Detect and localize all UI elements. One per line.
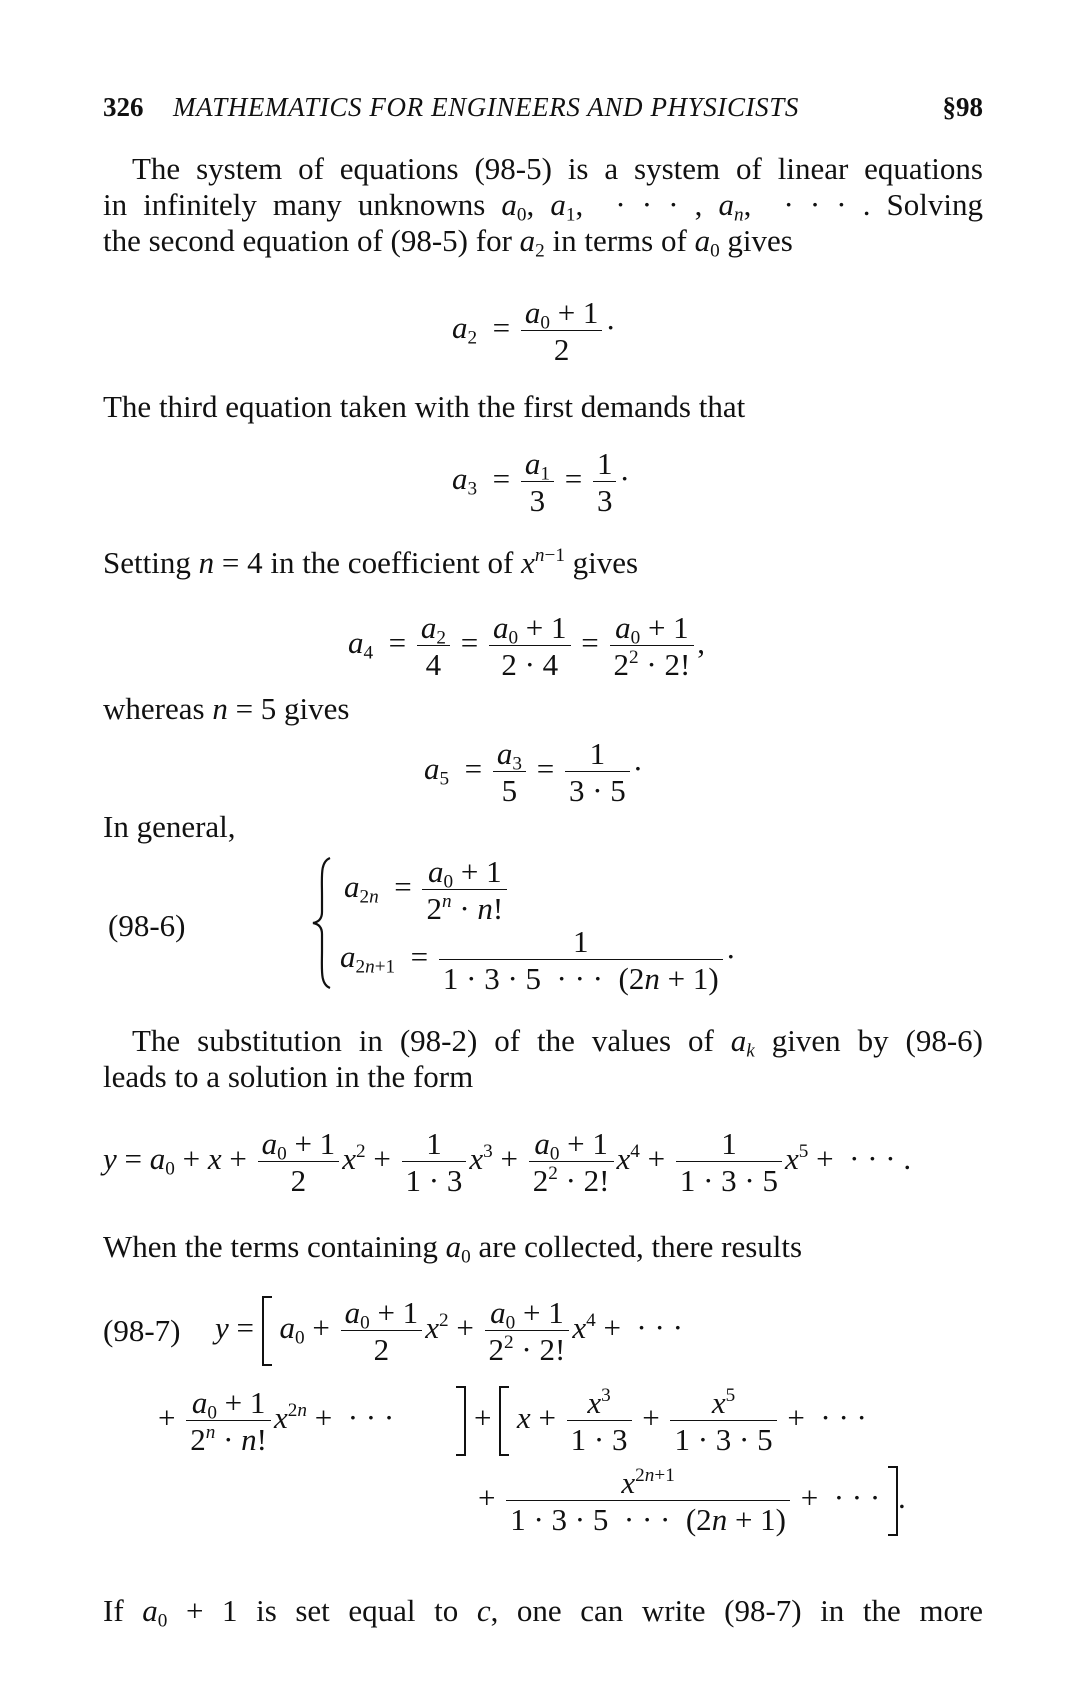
equation-label-98-7: (98-7) [103, 1313, 181, 1348]
paragraph-2: The third equation taken with the first demands that [103, 389, 746, 424]
paragraph-1-line-3: the second equation of (98-5) for $a_2$ in terms of $a_0$ gives [103, 223, 793, 262]
paragraph-1-line-2: in infinitely many unknowns $a_0$, $a_1$, · · · , $a_n$, · · · . Solving [103, 187, 983, 226]
equation-a2: $a_2$ = $\frac{a_0 + 1}{2}$ · [452, 295, 616, 367]
paragraph-6-line-2: leads to a solution in the form [103, 1059, 474, 1094]
equation-a3: $a_3$ = $\frac{a_1}{3}$ = $\frac{1}{3}$ · [452, 446, 630, 518]
equation-a5: $a_5$ = $\frac{a_3}{5}$ = $\frac{1}{3 \cdot 5}$ · [424, 736, 644, 808]
equation-98-7-line-2: + $\frac{a_0 + 1}{2^n \cdot n!}$ $x^{2n}$ + · · · + x + $\frac{x^3}{1 \cdot 3}$ + $\frac{x^5}{1 \cdot 3 \cdot 5}$ + · · · [158, 1385, 867, 1457]
paragraph-7: When the terms containing $a_0$ are collected, there results [103, 1229, 803, 1268]
page-number: 326 [103, 92, 144, 122]
equation-series-solution: $y = a_0 + x$ + $\frac{a_0 + 1}{2}$ $x^2$ + $\frac{1}{1 \cdot 3}$ $x^3$ + $\frac{a_0 + 1}{2^2 \cdot 2!}$ $x^4$ + $\frac{1}{1 \cdot 3 \cdot 5}$ $x^5$ + · · · . [103, 1126, 912, 1198]
paragraph-3: Setting n = 4 in the coefficient of $x^{n-1}$ gives [103, 545, 639, 580]
paragraph-8: If $a_0 + 1$ is set equal to c, one can write (98-7) in the more [103, 1593, 984, 1632]
section-number: §98 [942, 92, 983, 122]
paragraph-6-line-1: The substitution in (98-2) of the values of $a_k$ given by (98-6) [132, 1023, 984, 1062]
equation-a4: $a_4$ = $\frac{a_2}{4}$ = $\frac{a_0 + 1}{2 \cdot 4}$ = $\frac{a_0 + 1}{2^2 \cdot 2!}$ , [348, 610, 706, 682]
left-brace [310, 856, 334, 990]
equation-a2n-plus-1: $a_{2n+1}$ = $\frac{1}{1 \cdot 3 \cdot 5 \cdot \cdot \cdot (2n + 1)}$ · [340, 924, 736, 996]
equation-98-7-line-1: $y = a_0$ + $\frac{a_0 + 1}{2}$ $x^2$ + $\frac{a_0 + 1}{2^2 \cdot 2!}$ $x^4$ + · · · [215, 1295, 683, 1367]
paragraph-4: whereas n = 5 gives [103, 691, 350, 726]
running-header [103, 92, 983, 132]
equation-label-98-6: (98-6) [108, 908, 186, 943]
equation-98-7-line-3: + $\frac{x^{2n+1}}{1 \cdot 3 \cdot 5 \cdot \cdot \cdot (2n + 1)}$ + · · · . [478, 1465, 906, 1537]
equation-a2n: $a_{2n}$ = $\frac{a_0 + 1}{2^n \cdot n!}$ [344, 856, 510, 924]
running-title: MATHEMATICS FOR ENGINEERS AND PHYSICISTS [173, 92, 799, 122]
paragraph-5: In general, [103, 809, 236, 844]
paragraph-1-line-1: The system of equations (98-5) is a system of linear equations [132, 151, 983, 186]
